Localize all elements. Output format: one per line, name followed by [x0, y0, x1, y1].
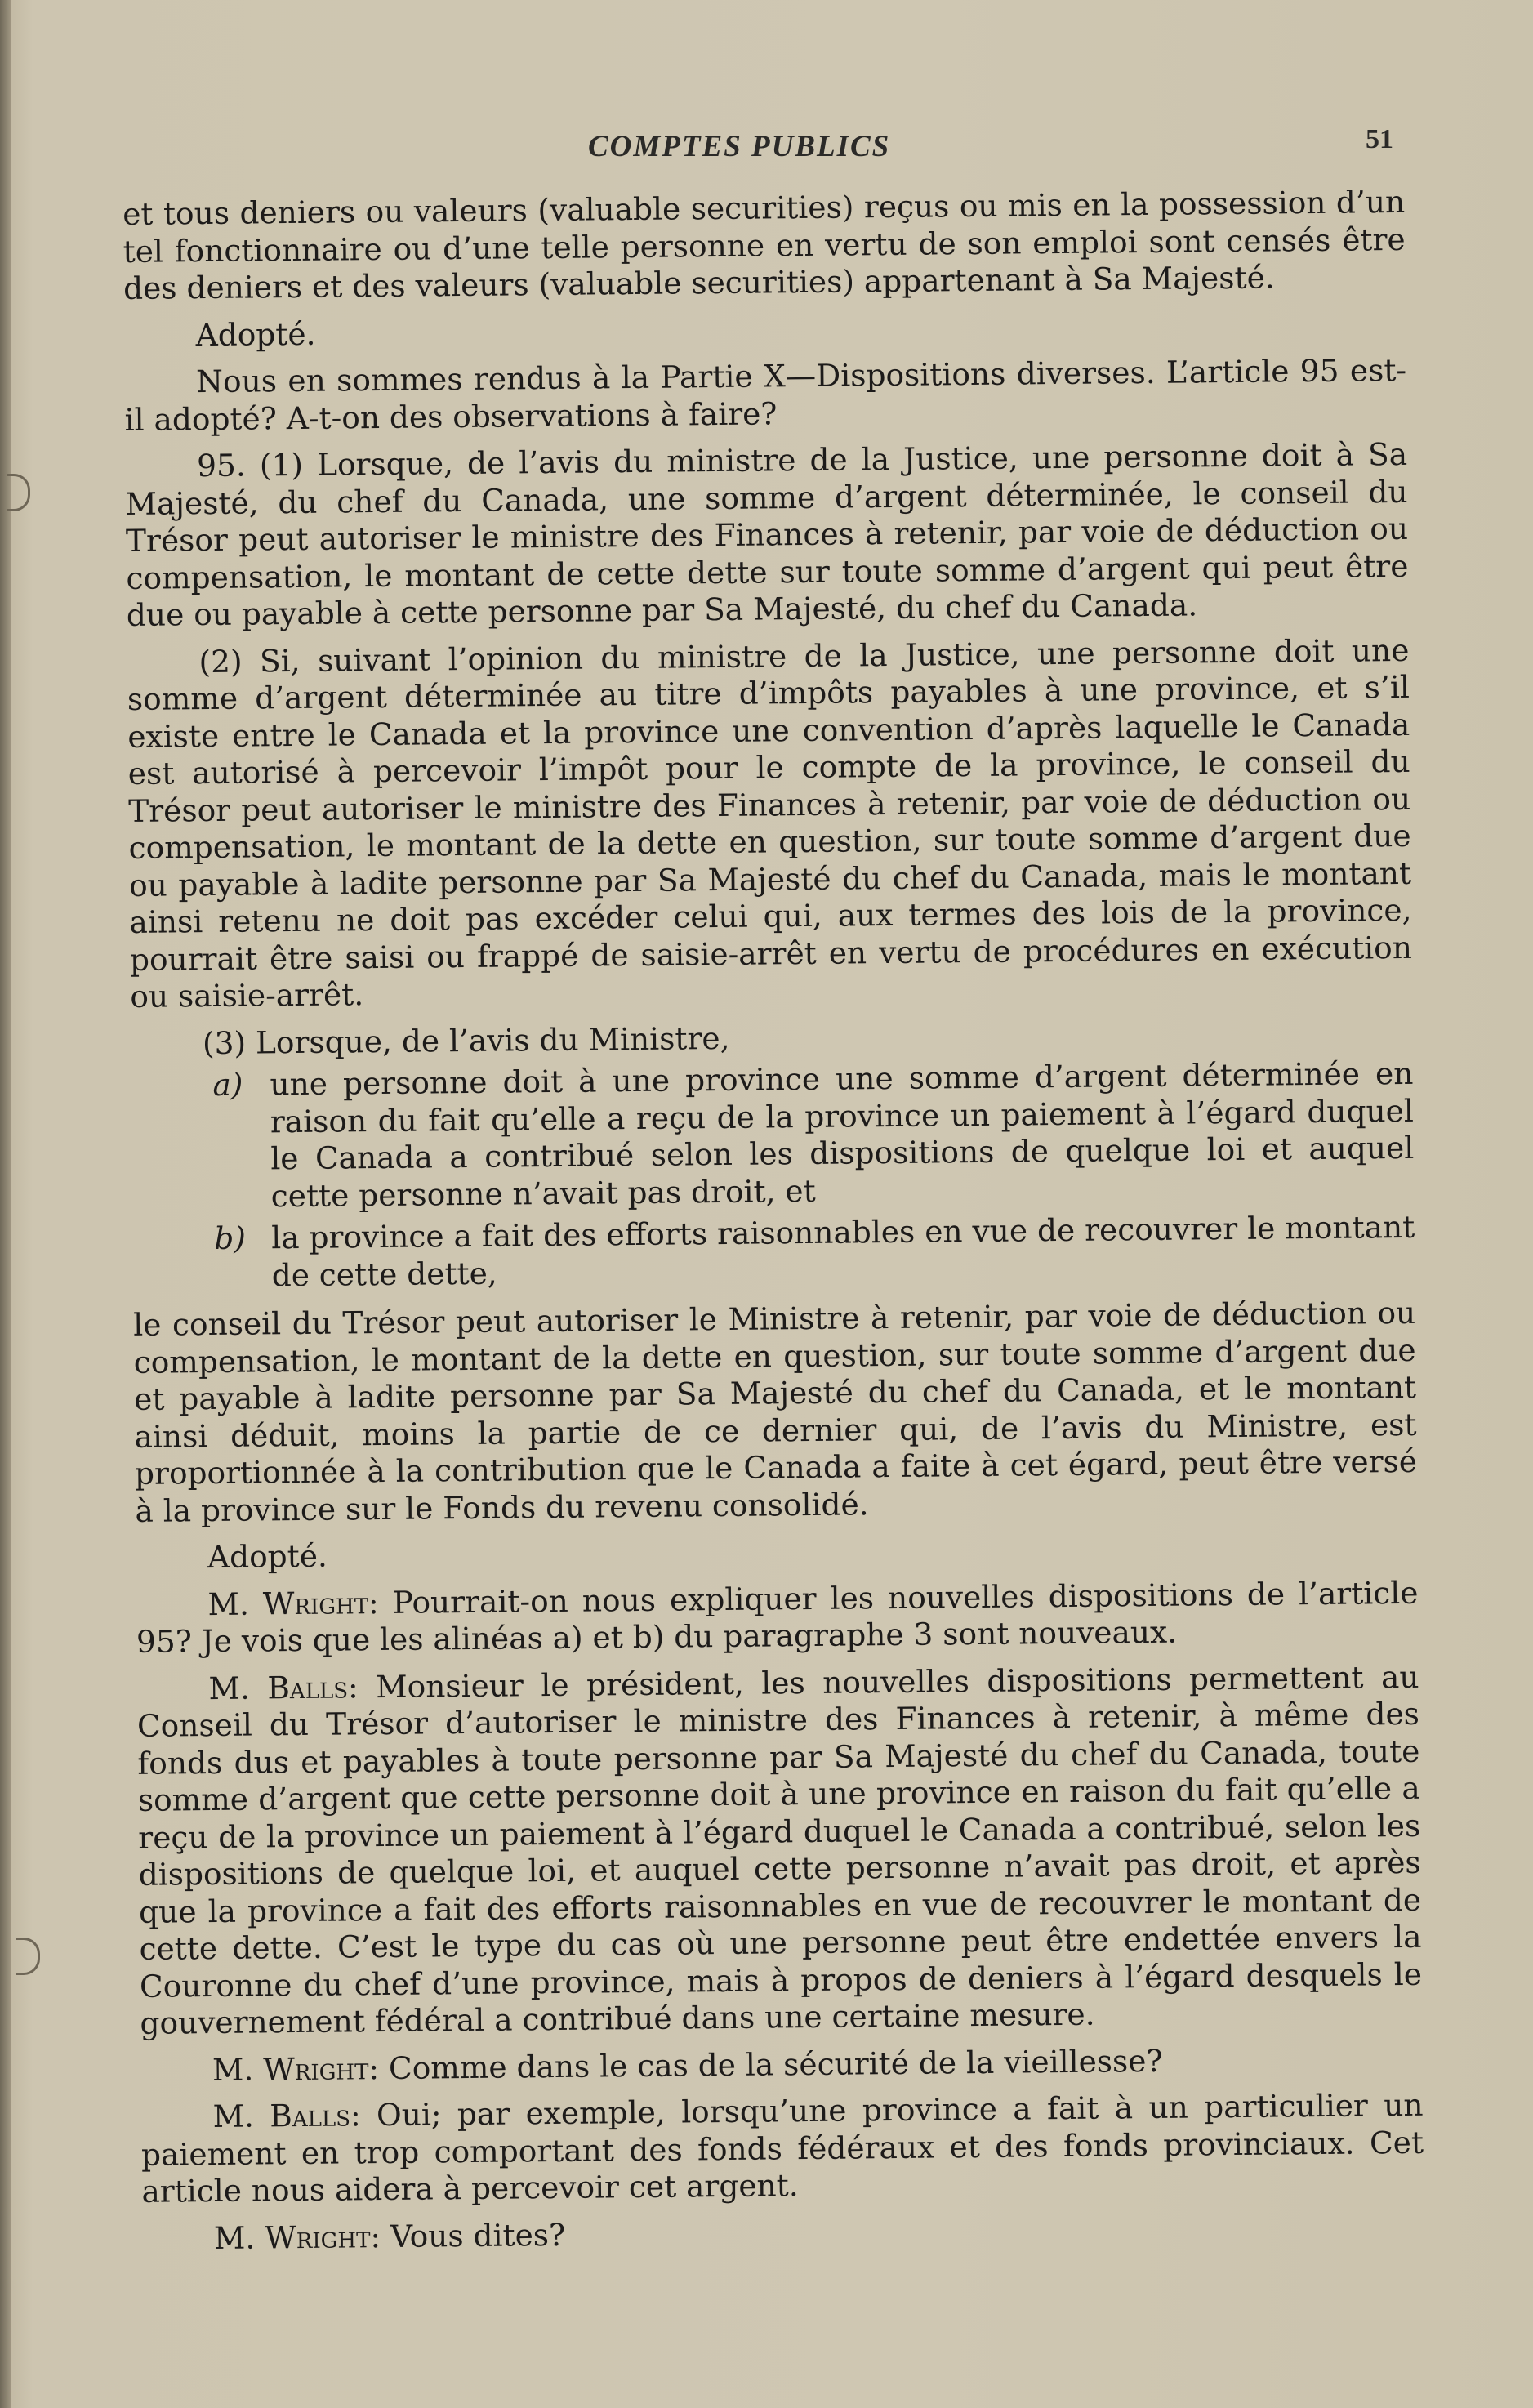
speech-text: Monsieur le président, les nouvelles dispositions permettent au Conseil du Trésor d’autoriser le ministre des Finances à retenir, à même des fonds dus et payables à toute personne par Sa Majesté du chef du Canada, toute somme d’argent que cette personne doit à une province en raison du fait qu’elle a reçu de la province un paiement à l’égard duquel le Canada a contribué, selon les dispositions de quelque loi, et auquel cette personne n’avait pas droit, et après que la province a fait des efforts raisonnables en vue de recouvrer le montant de cette dette. C’est le type du cas où une personne peut être endettée envers la Couronne du chef d’une province, mais à propos de deniers à l’égard desquels le gouvernement fédéral a contribué dans une certaine mesure. — [136, 1658, 1423, 2041]
speaker-name: M. Balls: — [208, 1668, 359, 1706]
section-95-2: (2) Si, suivant l’opinion du ministre de la Justice, une personne doit une somme d’argent déterminée au titre d’impôts payables à une province, et s’il existe entre le Canada et la province une convention d’après laquelle le Canada est autorisé à percevoir l’impôt pour le compte de la province, le conseil du Trésor peut autoriser le ministre des Finances à retenir, par voie de déduction ou compensation, le montant de la dette en question, sur toute somme d’argent due ou payable à ladite personne par Sa Majesté du chef du Canada, mais le montant ainsi retenu ne doit pas excéder celui qui, aux termes des lois de la province, pourrait être saisi ou frappé de saisie-arrêt en vertu de procédures en exécution ou saisie-arrêt. — [127, 631, 1413, 1014]
speech-text: Pourrait-on nous expliquer les nouvelles dispositions de l’article 95? Je vois que les alinéas a) et b) du paragraphe 3 sont nouveaux. — [136, 1574, 1419, 1660]
binding-ring-mark — [7, 474, 30, 511]
speech-text: Comme dans le cas de la sécurité de la vieillesse? — [388, 2042, 1163, 2086]
speaker-name: M. Wright: — [213, 2218, 381, 2256]
speaker-name: M. Wright: — [207, 1584, 379, 1622]
item-text: une personne doit à une province une somme d’argent déterminée en raison du fait qu’elle a reçu de la province un paiement à l’égard duquel le Canada a contribué selon les dispositions de quelque loi et auquel cette personne n’avait pas droit, et — [270, 1055, 1415, 1214]
dialogue-balls — [136, 1658, 1422, 2042]
body-text — [123, 184, 1424, 2268]
speaker-name: M. Balls: — [212, 2097, 361, 2135]
page-header — [0, 123, 1533, 172]
paragraph-adopted: Adopté. — [195, 315, 316, 353]
page-binding-edge — [0, 0, 11, 2408]
paragraph: Nous en sommes rendus à la Partie X—Dispositions diverses. L’article 95 est-il adopté? A-t-on des observations à faire? — [124, 351, 1407, 438]
list-item — [132, 1209, 1415, 1295]
dialogue-wright — [142, 2208, 1424, 2258]
dialogue-wright — [140, 2040, 1423, 2089]
speech-text: Oui; par exemple, lorsqu’une province a fait à un particulier un paiement en trop comportant des fonds fédéraux et des fonds provinciaux. Cet article nous aidera à percevoir cet argent. — [140, 2086, 1424, 2210]
section-95-3: (3) Lorsque, de l’avis du Ministre, — [202, 1019, 730, 1061]
paragraph: le conseil du Trésor peut autoriser le Ministre à retenir, par voie de déduction ou compensation, le montant de la dette en question, sur toute somme d’argent due et payable à ladite personne par Sa Majesté du chef du Canada, et le montant ainsi déduit, moins la partie de ce dernier qui, de l’avis du Ministre, est proportionnée à la contribution que le Canada a faite à cet égard, peut être versé à la province sur le Fonds du revenu consolidé. — [133, 1294, 1418, 1529]
speaker-name: M. Wright: — [212, 2049, 380, 2088]
paragraph-adopted: Adopté. — [207, 1537, 328, 1576]
section-95-1: 95. (1) Lorsque, de l’avis du ministre de la Justice, une personne doit à Sa Majesté, du chef du Canada, une somme d’argent déterminée, le conseil du Trésor peut autoriser le ministre des Finances à retenir, par voie de déduction ou compensation, le montant de cette dette sur toute somme d’argent qui peut être due ou payable à cette personne par Sa Majesté, du chef du Canada. — [125, 435, 1409, 633]
page-number: 51 — [1366, 124, 1393, 154]
item-text: la province a fait des efforts raisonnables en vue de recouvrer le montant de cette dette, — [271, 1208, 1415, 1293]
item-marker: a) — [212, 1066, 243, 1103]
speech-text: Vous dites? — [390, 2216, 566, 2254]
item-marker: b) — [214, 1220, 247, 1256]
dialogue-balls — [140, 2087, 1424, 2211]
binding-ring-mark — [16, 1938, 40, 1975]
paragraph: et tous deniers ou valeurs (valuable securities) reçus ou mis en la possession d’un tel fonctionnaire ou d’une telle personne en vertu de son emploi sont censés être des deniers et des valeurs (valuable securities) appartenant à Sa Majesté. — [123, 183, 1406, 306]
dialogue-wright — [136, 1574, 1419, 1661]
list-item — [131, 1055, 1415, 1216]
running-head: COMPTES PUBLICS — [588, 130, 891, 163]
